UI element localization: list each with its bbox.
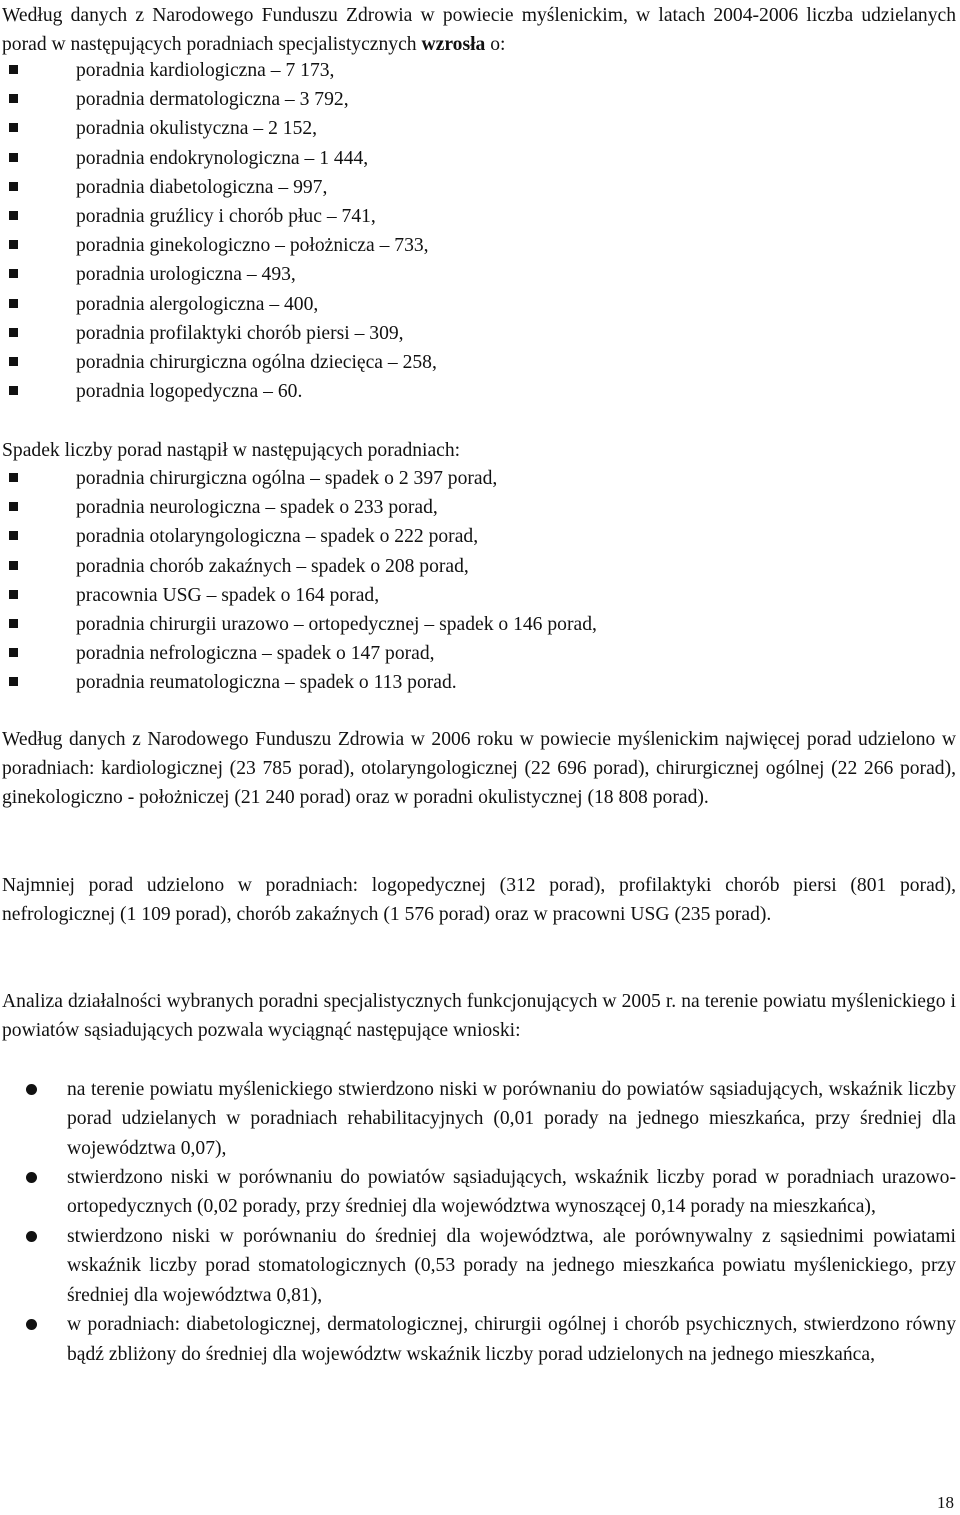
square-bullet-icon xyxy=(9,502,18,511)
list-item xyxy=(0,144,950,173)
square-bullet-icon xyxy=(9,299,18,308)
list-item xyxy=(0,668,950,697)
list-item-text: poradnia profilaktyki chorób piersi – 309, xyxy=(76,322,404,344)
list-item xyxy=(0,1163,956,1222)
list-item xyxy=(0,464,950,493)
list-item-text: poradnia endokrynologiczna – 1 444, xyxy=(76,147,369,169)
list-item xyxy=(0,173,950,202)
square-bullet-icon xyxy=(9,240,18,249)
round-bullet-icon xyxy=(26,1084,37,1095)
list-item xyxy=(0,348,950,377)
square-bullet-icon xyxy=(9,590,18,599)
list-item-text: poradnia nefrologiczna – spadek o 147 porad, xyxy=(76,643,435,665)
square-bullet-icon xyxy=(9,269,18,278)
least-consultations-paragraph: Najmniej porad udzielono w poradniach: logopedycznej (312 porad), profilaktyki chorób piersi (801 porad), nefrologicznej (1 109 porad), chorób zakaźnych (1 576 porad) oraz w pracowni USG (235 porad). xyxy=(2,875,956,925)
square-bullet-icon xyxy=(9,386,18,395)
decrease-list xyxy=(0,464,950,698)
round-bullet-icon xyxy=(26,1319,37,1330)
list-item-text: poradnia diabetologiczna – 997, xyxy=(76,176,328,198)
increase-intro-paragraph xyxy=(2,1,956,59)
list-item-text: poradnia neurologiczna – spadek o 233 porad, xyxy=(76,497,438,519)
list-item-text: poradnia chirurgiczna ogólna dziecięca – 258, xyxy=(76,351,437,373)
list-item xyxy=(0,610,950,639)
list-item xyxy=(0,260,950,289)
list-item-text: na terenie powiatu myślenickiego stwierdzono niski w porównaniu do powiatów sąsiadujących, wskaźnik liczby porad udzielanych w poradniach rehabilitacyjnych (0,01 porady na jednego mieszkańca, przy średniej dla województwa 0,07), xyxy=(67,1079,956,1159)
list-item xyxy=(0,377,950,406)
most-consultations-paragraph: Według danych z Narodowego Funduszu Zdrowia w 2006 roku w powiecie myślenickim najwięcej porad udzielono w poradniach: kardiologicznej (23 785 porad), otolaryngologicznej (22 696 porad), chirurgicznej ogólnej (22 266 porad), ginekologiczno - położniczej (21 240 porad) oraz w poradni okulistycznej (18 808 porad). xyxy=(2,729,956,808)
list-item-text: poradnia gruźlicy i chorób płuc – 741, xyxy=(76,205,376,227)
list-item-text: poradnia dermatologiczna – 3 792, xyxy=(76,89,349,111)
square-bullet-icon xyxy=(9,123,18,132)
list-item xyxy=(0,1222,956,1310)
page-number: 18 xyxy=(937,1493,954,1512)
list-item xyxy=(0,202,950,231)
list-item-text: stwierdzono niski w porównaniu do średniej dla województwa, ale porównywalny z sąsiednimi powiatami wskaźnik liczby porad stomatologicznych (0,53 porady na jednego mieszkańca powiatu myślenickiego, przy średniej dla województwa 0,81), xyxy=(67,1226,956,1306)
list-item-text: poradnia logopedyczna – 60. xyxy=(76,381,303,403)
list-item-text: stwierdzono niski w porównaniu do powiatów sąsiadujących, wskaźnik liczby porad w poradniach urazowo-ortopedycznych (0,02 porady, przy średniej dla województwa wynoszącej 0,14 porady na mieszkańca), xyxy=(67,1167,956,1218)
square-bullet-icon xyxy=(9,677,18,686)
list-item xyxy=(0,493,950,522)
list-item xyxy=(0,581,950,610)
list-item xyxy=(0,85,950,114)
list-item xyxy=(0,639,950,668)
square-bullet-icon xyxy=(9,648,18,657)
increase-intro-bold: wzrosła xyxy=(421,34,486,55)
square-bullet-icon xyxy=(9,94,18,103)
list-item xyxy=(0,231,950,260)
increase-intro-end: o: xyxy=(485,34,506,55)
list-item xyxy=(0,56,950,85)
list-item-text: w poradniach: diabetologicznej, dermatologicznej, chirurgii ogólnej i chorób psychicznych, stwierdzono równy bądź zbliżony do średniej dla województw wskaźnik liczby porad udzielonych na jednego mieszkańca, xyxy=(67,1314,956,1365)
list-item xyxy=(0,1310,956,1369)
round-bullet-icon xyxy=(26,1231,37,1242)
list-item-text: poradnia reumatologiczna – spadek o 113 porad. xyxy=(76,672,457,694)
square-bullet-icon xyxy=(9,328,18,337)
list-item-text: poradnia okulistyczna – 2 152, xyxy=(76,118,318,140)
list-item-text: poradnia chirurgii urazowo – ortopedycznej – spadek o 146 porad, xyxy=(76,613,597,635)
list-item xyxy=(0,522,950,551)
round-bullet-icon xyxy=(26,1172,37,1183)
square-bullet-icon xyxy=(9,561,18,570)
list-item-text: poradnia kardiologiczna – 7 173, xyxy=(76,60,335,81)
list-item-text: poradnia chirurgiczna ogólna – spadek o 2 397 porad, xyxy=(76,468,498,489)
increase-list xyxy=(0,56,950,406)
list-item xyxy=(0,552,950,581)
square-bullet-icon xyxy=(9,182,18,191)
list-item-text: poradnia ginekologiczno – położnicza – 733, xyxy=(76,235,429,257)
square-bullet-icon xyxy=(9,357,18,366)
list-item-text: poradnia urologiczna – 493, xyxy=(76,264,296,286)
square-bullet-icon xyxy=(9,211,18,220)
list-item xyxy=(0,319,950,348)
analysis-intro-paragraph: Analiza działalności wybranych poradni specjalistycznych funkcjonujących w 2005 r. na terenie powiatu myślenickiego i powiatów sąsiadujących pozwala wyciągnąć następujące wnioski: xyxy=(2,991,956,1041)
square-bullet-icon xyxy=(9,531,18,540)
decrease-intro: Spadek liczby porad nastąpił w następujących poradniach: xyxy=(2,440,461,461)
increase-intro-text: Według danych z Narodowego Funduszu Zdrowia w powiecie myślenickim, w latach 2004-2006 liczba udzielanych porad w następujących poradniach specjalistycznych xyxy=(2,5,956,55)
list-item-text: pracownia USG – spadek o 164 porad, xyxy=(76,584,380,606)
conclusions-list xyxy=(0,1075,956,1369)
list-item xyxy=(0,1075,956,1163)
square-bullet-icon xyxy=(9,619,18,628)
list-item xyxy=(0,290,950,319)
list-item-text: poradnia otolaryngologiczna – spadek o 222 porad, xyxy=(76,526,479,548)
square-bullet-icon xyxy=(9,153,18,162)
list-item-text: poradnia alergologiczna – 400, xyxy=(76,293,319,315)
square-bullet-icon xyxy=(9,65,18,74)
list-item-text: poradnia chorób zakaźnych – spadek o 208 porad, xyxy=(76,555,469,577)
list-item xyxy=(0,114,950,143)
square-bullet-icon xyxy=(9,473,18,482)
